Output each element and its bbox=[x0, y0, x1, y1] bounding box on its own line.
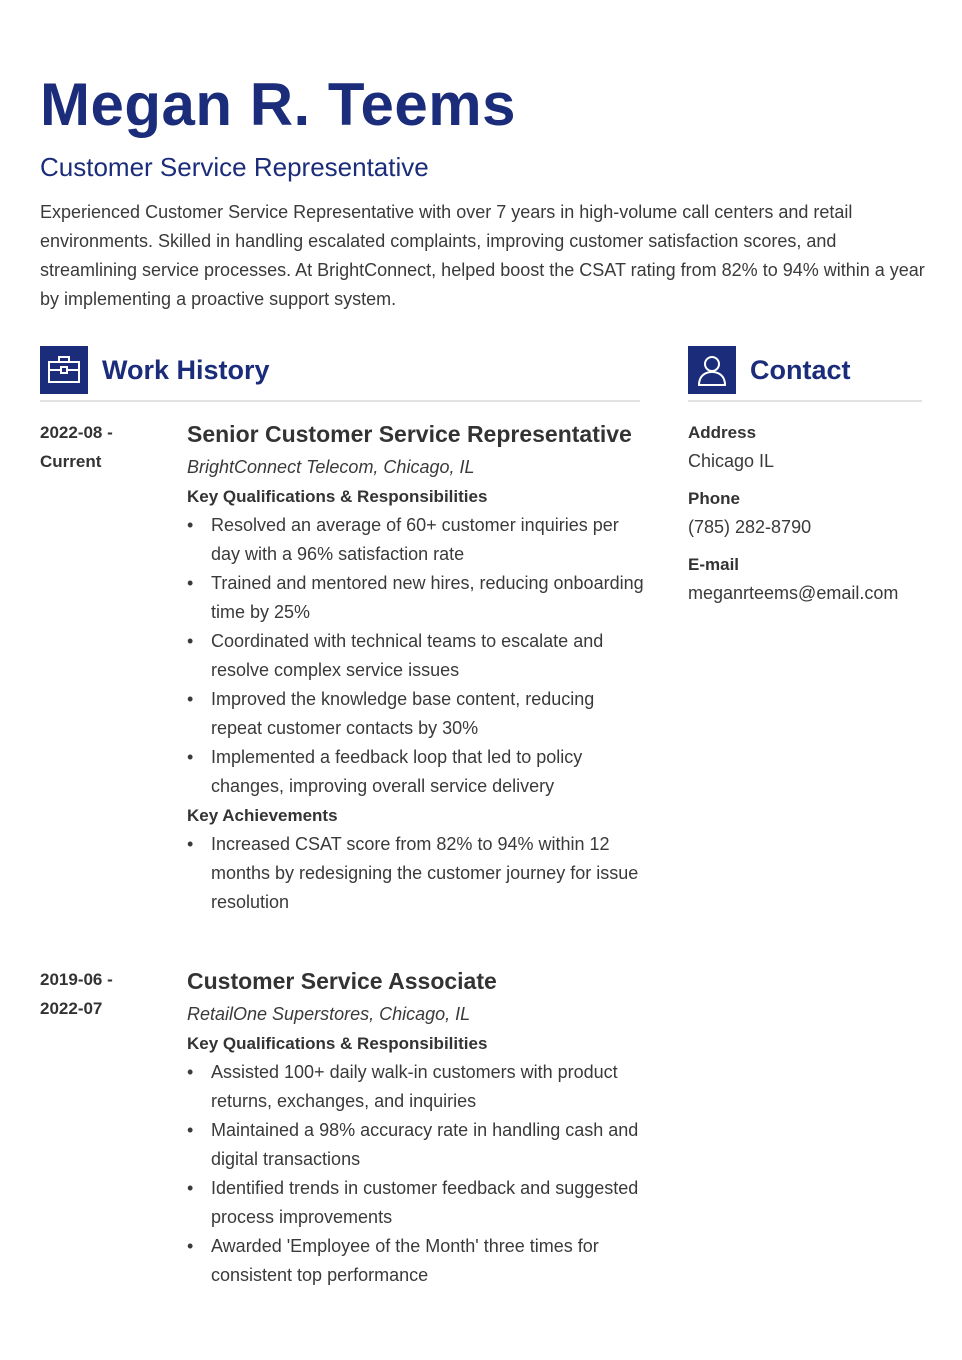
user-icon bbox=[688, 346, 736, 394]
work-history-heading bbox=[40, 346, 640, 402]
list-item: • Improved the knowledge base content, reducing repeat customer contacts by 30% bbox=[187, 685, 647, 743]
email-value: meganrteems@email.com bbox=[688, 583, 899, 603]
job-role: Senior Customer Service Representative bbox=[187, 421, 632, 447]
address-value: Chicago IL bbox=[688, 451, 775, 471]
list-item: • Identified trends in customer feedback and suggested process improvements bbox=[187, 1174, 647, 1232]
qualifications-list bbox=[187, 511, 647, 801]
contact-heading bbox=[688, 346, 922, 402]
list-item: • Resolved an average of 60+ customer inquiries per day with a 96% satisfaction rate bbox=[187, 511, 647, 569]
briefcase-icon bbox=[40, 346, 88, 394]
job-title: Customer Service Representative bbox=[40, 152, 429, 182]
address-label: Address bbox=[688, 423, 757, 442]
qualifications-list bbox=[187, 1058, 647, 1290]
job-company: RetailOne Superstores, Chicago, IL bbox=[187, 1004, 471, 1024]
job-start-date: 2019-06 - bbox=[40, 970, 113, 989]
job-start-date: 2022-08 - bbox=[40, 423, 113, 442]
email-label: E-mail bbox=[688, 555, 740, 574]
list-item: • Trained and mentored new hires, reducing onboarding time by 25% bbox=[187, 569, 647, 627]
qualifications-heading: Key Qualifications & Responsibilities bbox=[187, 487, 488, 506]
list-item: • Coordinated with technical teams to escalate and resolve complex service issues bbox=[187, 627, 647, 685]
list-item: • Maintained a 98% accuracy rate in handling cash and digital transactions bbox=[187, 1116, 647, 1174]
achievements-list bbox=[187, 830, 647, 917]
phone-label: Phone bbox=[688, 489, 740, 508]
job-company: BrightConnect Telecom, Chicago, IL bbox=[187, 457, 475, 477]
list-item: • Implemented a feedback loop that led to policy changes, improving overall service delivery bbox=[187, 743, 647, 801]
list-item: • Assisted 100+ daily walk-in customers with product returns, exchanges, and inquiries bbox=[187, 1058, 647, 1116]
qualifications-heading: Key Qualifications & Responsibilities bbox=[187, 1034, 488, 1053]
profile-summary: Experienced Customer Service Representative with over 7 years in high-volume call centers and retail environments. Skilled in handling escalated complaints, improving customer satisfaction scores, and streamlining service processes. At BrightConnect, helped boost the CSAT rating from 82% to 94% within a year by implementing a proactive support system. bbox=[40, 202, 925, 309]
achievements-heading: Key Achievements bbox=[187, 806, 338, 825]
phone-value: (785) 282-8790 bbox=[688, 517, 812, 537]
job-end-date: Current bbox=[40, 452, 102, 471]
work-history-label: Work History bbox=[102, 354, 270, 385]
contact-label: Contact bbox=[750, 354, 851, 385]
job-dates bbox=[40, 965, 160, 1023]
list-item: • Awarded 'Employee of the Month' three times for consistent top performance bbox=[187, 1232, 647, 1290]
job-end-date: 2022-07 bbox=[40, 999, 103, 1018]
candidate-name: Megan R. Teems bbox=[40, 71, 517, 138]
job-dates bbox=[40, 418, 160, 476]
list-item: • Increased CSAT score from 82% to 94% within 12 months by redesigning the customer journey for issue resolution bbox=[187, 830, 647, 917]
contact-details bbox=[688, 418, 918, 616]
job-role: Customer Service Associate bbox=[187, 968, 497, 994]
